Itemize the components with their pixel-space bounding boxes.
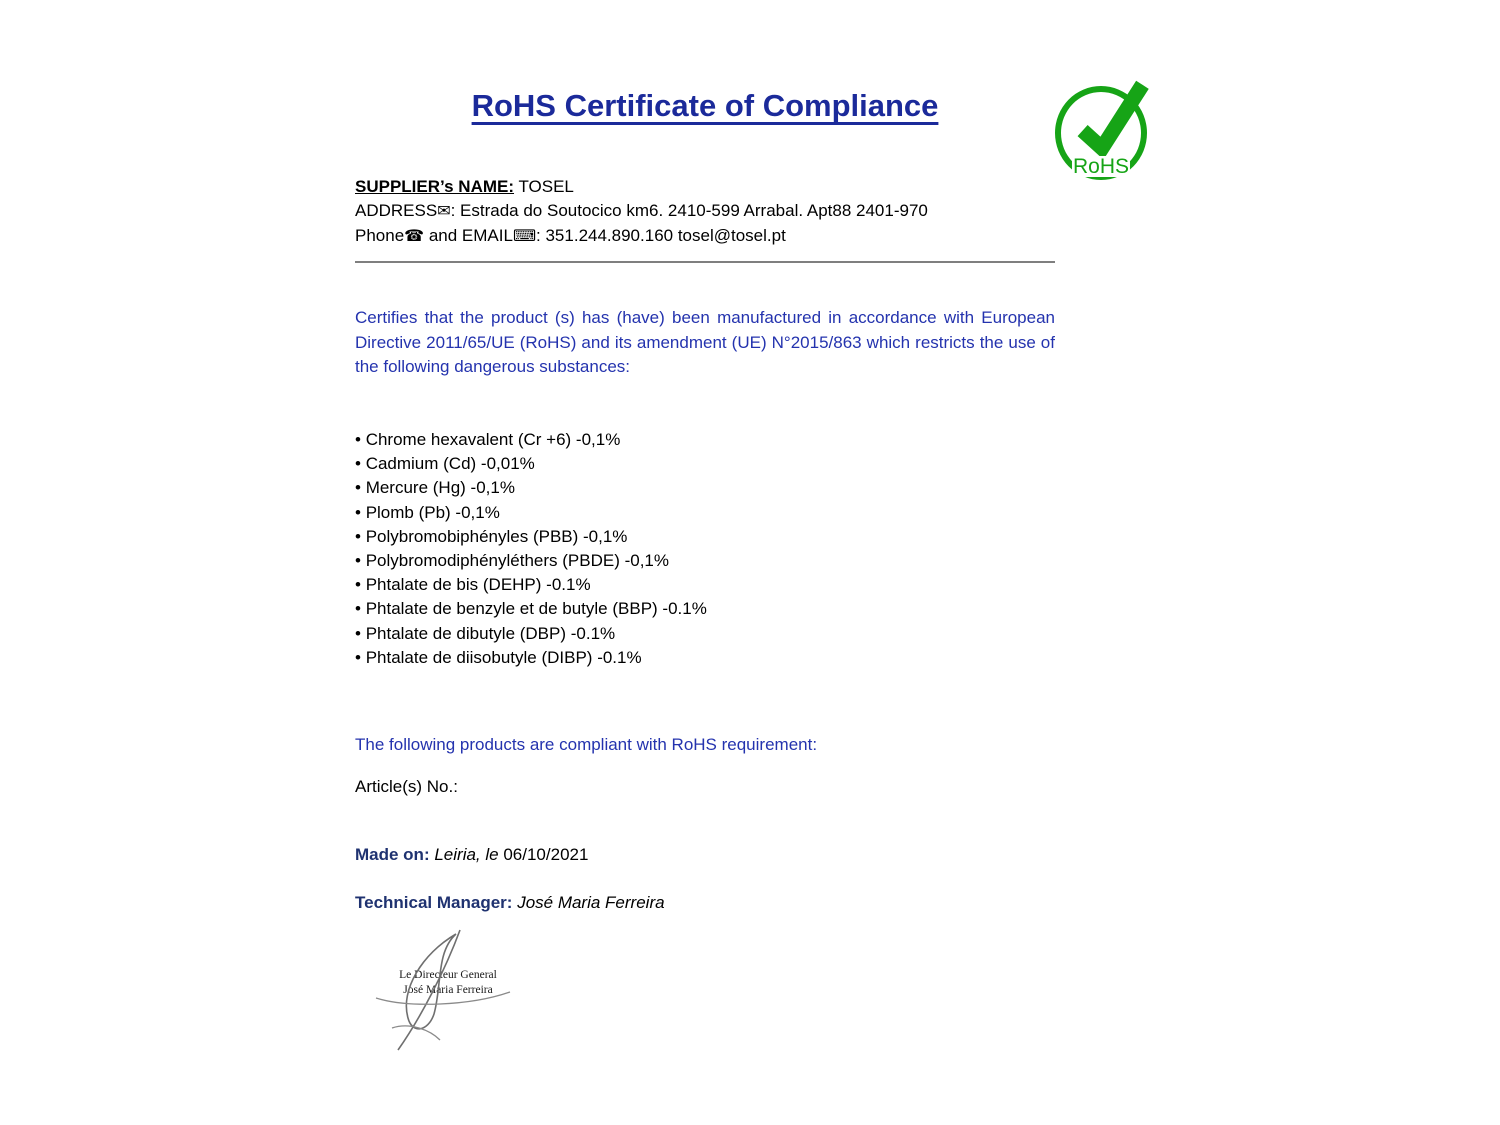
made-on-label: Made on: (355, 845, 430, 864)
substance-item: • Phtalate de bis (DEHP) -0.1% (355, 573, 707, 597)
supplier-name-line (355, 175, 928, 199)
compliance-statement: The following products are compliant with RoHS requirement: (355, 735, 818, 754)
page-title-text: RoHS Certificate of Compliance (471, 88, 939, 123)
substance-item: • Cadmium (Cd) -0,01% (355, 452, 707, 476)
supplier-contact-line (355, 224, 928, 249)
technical-manager-name: José Maria Ferreira (517, 893, 665, 912)
article-number-line: Article(s) No.: (355, 777, 458, 796)
supplier-name-label: SUPPLIER’s NAME: (355, 177, 515, 196)
rohs-logo-label: RoHS (1072, 155, 1130, 178)
substances-list (355, 428, 707, 670)
phone-icon: ☎ (404, 228, 425, 245)
supplier-name-value: TOSEL (518, 177, 574, 196)
substance-item: • Polybromodiphényléthers (PBDE) -0,1% (355, 549, 707, 573)
phone-label: Phone (355, 226, 405, 245)
made-on-line (355, 845, 588, 865)
supplier-address-line (355, 199, 928, 224)
substance-item: • Mercure (Hg) -0,1% (355, 476, 707, 500)
made-on-place: Leiria, le (434, 845, 499, 864)
certification-statement: Certifies that the product (s) has (have) been manufactured in accordance with European Directive 2011/65/UE (RoHS) and its amendment (UE) N°2015/863 which restricts the use of the following dangerous substances: (355, 308, 1055, 376)
substance-item: • Plomb (Pb) -0,1% (355, 501, 707, 525)
substance-item: • Chrome hexavalent (Cr +6) -0,1% (355, 428, 707, 452)
made-on-date: 06/10/2021 (503, 845, 589, 864)
substance-item: • Phtalate de dibutyle (DBP) -0.1% (355, 622, 707, 646)
address-value: : Estrada do Soutocico km6. 2410-599 Arrabal. Apt88 2401-970 (450, 201, 928, 220)
address-label: ADDRESS (355, 201, 438, 220)
substance-item: • Phtalate de benzyle et de butyle (BBP) -0.1% (355, 597, 707, 621)
divider (355, 261, 1055, 263)
email-label: and EMAIL (424, 226, 513, 245)
page-title (355, 88, 1055, 124)
checkmark-icon (1065, 74, 1153, 166)
signature-stamp-line2: José Maria Ferreira (403, 984, 493, 996)
supplier-block (355, 175, 928, 249)
signature-block (358, 928, 543, 1063)
substance-item: • Polybromobiphényles (PBB) -0,1% (355, 525, 707, 549)
contact-value: : 351.244.890.160 tosel@tosel.pt (536, 226, 786, 245)
rohs-logo (1055, 86, 1147, 180)
technical-manager-label: Technical Manager: (355, 893, 513, 912)
handwritten-signature (358, 928, 543, 1063)
technical-manager-line (355, 893, 665, 913)
signature-stamp-line1: Le Directeur General (399, 969, 497, 981)
substance-item: • Phtalate de diisobutyle (DIBP) -0.1% (355, 646, 707, 670)
computer-icon: ⌨ (512, 228, 537, 245)
envelope-icon: ✉ (437, 203, 451, 220)
